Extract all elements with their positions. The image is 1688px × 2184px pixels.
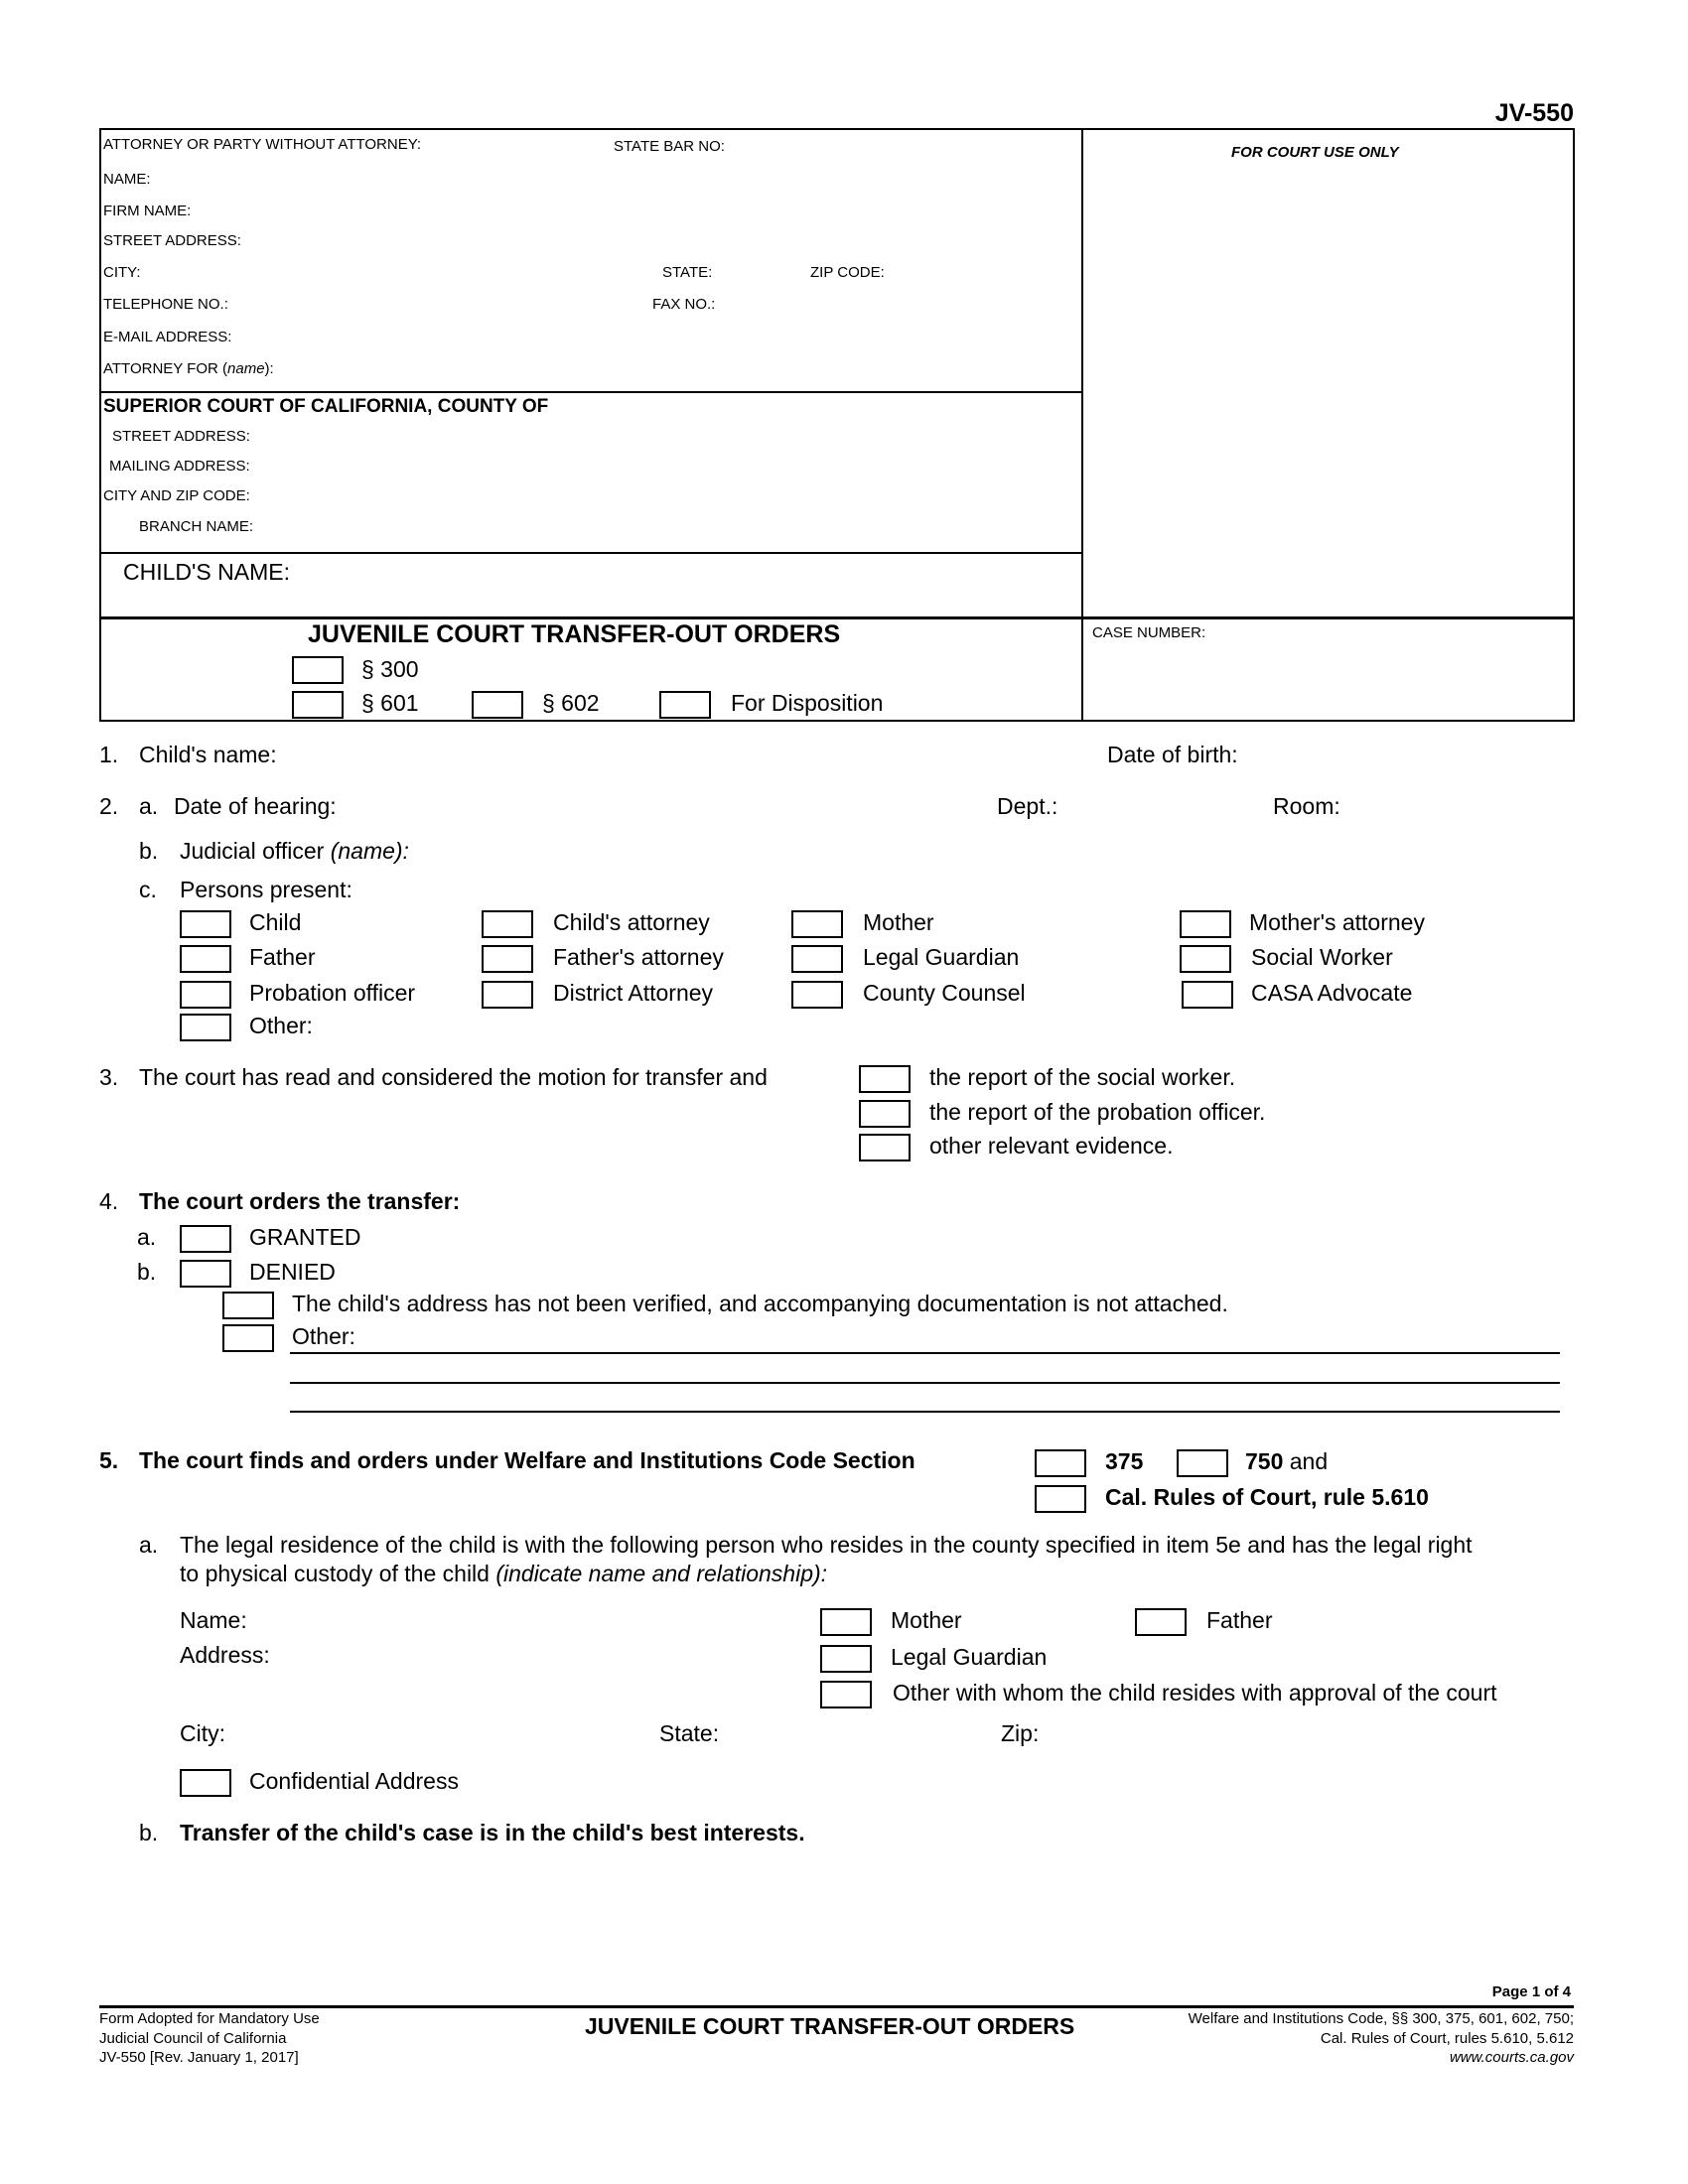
checkbox-res-father[interactable] [1135, 1608, 1187, 1636]
item5a-text2 [180, 1560, 827, 1587]
person-label: Father's attorney [553, 944, 724, 970]
checkbox-other-person[interactable] [180, 1014, 231, 1041]
person-label: Father [249, 944, 316, 970]
officer-name-hint: (name): [330, 838, 409, 864]
divider [99, 616, 1573, 619]
checkbox-375[interactable] [1035, 1449, 1086, 1477]
checkbox-legal-guardian[interactable] [791, 945, 843, 973]
divider [1081, 128, 1083, 720]
denied-other-label: Other: [292, 1323, 355, 1349]
officer-text: Judicial officer [180, 838, 331, 864]
item-number: 1. [99, 742, 119, 767]
and-text: and [1283, 1448, 1329, 1474]
checkbox-mother[interactable] [791, 910, 843, 938]
item-number: 5. [99, 1447, 119, 1473]
opt-601-label: § 601 [361, 690, 419, 716]
checkbox-probation-officer[interactable] [180, 981, 231, 1009]
residence-name-label: Name: [180, 1607, 247, 1633]
person-label: Child [249, 909, 302, 935]
sub-letter: c. [139, 877, 157, 902]
person-label: County Counsel [863, 980, 1026, 1006]
footer-right-line: Cal. Rules of Court, rules 5.610, 5.612 [1320, 2030, 1574, 2047]
res-father-label: Father [1206, 1607, 1273, 1633]
footer-rule [99, 2005, 1574, 2008]
court-use-label: FOR COURT USE ONLY [1231, 144, 1399, 161]
email-label: E-MAIL ADDRESS: [103, 329, 232, 345]
case-number-label: CASE NUMBER: [1092, 624, 1206, 641]
item5a-text2-main: to physical custody of the child [180, 1561, 496, 1586]
item-number: 3. [99, 1064, 119, 1090]
checkbox-probation-report[interactable] [859, 1100, 911, 1128]
footer-title: JUVENILE COURT TRANSFER-OUT ORDERS [585, 2013, 1075, 2039]
res-mother-label: Mother [891, 1607, 962, 1633]
divider [99, 552, 1082, 554]
other-input-line[interactable] [290, 1382, 1560, 1384]
checkbox-rule-5610[interactable] [1035, 1485, 1086, 1513]
item-number: 2. [99, 793, 119, 819]
attorney-for-name: name [227, 360, 265, 377]
judicial-officer-label [180, 837, 409, 865]
sub-letter: b. [139, 838, 159, 864]
item4-text: The court orders the transfer: [139, 1188, 461, 1214]
attorney-label: ATTORNEY OR PARTY WITHOUT ATTORNEY: [103, 136, 422, 153]
granted-label: GRANTED [249, 1224, 361, 1250]
persons-present-label: Persons present: [180, 877, 352, 902]
person-label: Probation officer [249, 980, 416, 1006]
checkbox-father[interactable] [180, 945, 231, 973]
other-input-line[interactable] [290, 1411, 1560, 1413]
sub-letter: b. [137, 1259, 157, 1285]
checkbox-casa-advocate[interactable] [1182, 981, 1233, 1009]
person-label: Social Worker [1251, 944, 1393, 970]
checkbox-confidential-address[interactable] [180, 1769, 231, 1797]
checkbox-county-counsel[interactable] [791, 981, 843, 1009]
phone-label: TELEPHONE NO.: [103, 296, 228, 313]
checkbox-social-worker[interactable] [1180, 945, 1231, 973]
residence-address-label: Address: [180, 1642, 270, 1668]
attorney-for-end: ): [264, 360, 274, 377]
opt-300-label: § 300 [361, 656, 419, 682]
state-bar-label: STATE BAR NO: [614, 138, 725, 155]
checkbox-res-guardian[interactable] [820, 1645, 872, 1673]
res-guardian-label: Legal Guardian [891, 1644, 1048, 1670]
item3-option: the report of the social worker. [929, 1064, 1236, 1090]
court-branch-label: BRANCH NAME: [139, 518, 254, 535]
sub-letter: a. [139, 793, 159, 819]
person-label: Child's attorney [553, 909, 710, 935]
res-state-label: State: [659, 1720, 720, 1746]
res-zip-label: Zip: [1001, 1720, 1040, 1746]
state-label: STATE: [662, 264, 713, 281]
court-city-label: CITY AND ZIP CODE: [103, 487, 250, 504]
item3-option: other relevant evidence. [929, 1133, 1174, 1159]
opt-disposition-label: For Disposition [731, 690, 884, 716]
checkbox-750[interactable] [1177, 1449, 1228, 1477]
checkbox-other-evidence[interactable] [859, 1134, 911, 1161]
page-number: Page 1 of 4 [1491, 1983, 1571, 2000]
confidential-address-label: Confidential Address [249, 1768, 459, 1794]
checkbox-address-not-verified[interactable] [222, 1292, 274, 1319]
attorney-for-text: ATTORNEY FOR ( [103, 360, 228, 377]
checkbox-social-worker-report[interactable] [859, 1065, 911, 1093]
s375-label: 375 [1105, 1448, 1144, 1474]
checkbox-mothers-attorney[interactable] [1180, 910, 1231, 938]
footer-left-line: Judicial Council of California [99, 2030, 287, 2047]
footer-website-link[interactable]: www.courts.ca.gov [1449, 2049, 1574, 2066]
dept-label: Dept.: [997, 793, 1058, 819]
child-name-label: CHILD'S NAME: [123, 559, 290, 585]
footer-left-line: JV-550 [Rev. January 1, 2017] [99, 2049, 299, 2066]
checkbox-300[interactable] [292, 656, 344, 684]
zip-label: ZIP CODE: [810, 264, 885, 281]
fax-label: FAX NO.: [652, 296, 716, 313]
checkbox-disposition[interactable] [659, 691, 711, 719]
court-label: SUPERIOR COURT OF CALIFORNIA, COUNTY OF [103, 396, 549, 417]
checkbox-res-mother[interactable] [820, 1608, 872, 1636]
child-name-field-label: Child's name: [139, 742, 277, 767]
person-label: Other: [249, 1013, 313, 1038]
street-label: STREET ADDRESS: [103, 232, 241, 249]
footer-left-line: Form Adopted for Mandatory Use [99, 2010, 320, 2027]
person-label: CASA Advocate [1251, 980, 1413, 1006]
sub-letter: b. [139, 1820, 159, 1845]
address-not-verified-label: The child's address has not been verified, and accompanying documentation is not attached. [292, 1291, 1228, 1316]
form-id: JV-550 [1494, 99, 1574, 127]
other-input-line[interactable] [290, 1352, 1560, 1354]
checkbox-denied-other[interactable] [222, 1324, 274, 1352]
s750-label: 750 [1245, 1448, 1284, 1474]
item5-text: The court finds and orders under Welfare and Institutions Code Section [139, 1447, 915, 1473]
person-label: District Attorney [553, 980, 714, 1006]
sub-letter: a. [139, 1532, 159, 1558]
city-label: CITY: [103, 264, 141, 281]
divider [99, 391, 1082, 393]
res-other-label: Other with whom the child resides with approval of the court [893, 1680, 1497, 1706]
sub-letter: a. [137, 1224, 157, 1250]
denied-label: DENIED [249, 1259, 336, 1285]
checkbox-res-other[interactable] [820, 1681, 872, 1708]
checkbox-granted[interactable] [180, 1225, 231, 1253]
checkbox-denied[interactable] [180, 1260, 231, 1288]
person-label: Legal Guardian [863, 944, 1020, 970]
firm-label: FIRM NAME: [103, 203, 192, 219]
checkbox-district-attorney[interactable] [482, 981, 533, 1009]
item3-option: the report of the probation officer. [929, 1099, 1266, 1125]
checkbox-602[interactable] [472, 691, 523, 719]
checkbox-child[interactable] [180, 910, 231, 938]
footer-right-line: Welfare and Institutions Code, §§ 300, 375, 601, 602, 750; [1188, 2010, 1574, 2027]
best-interests-text: Transfer of the child's case is in the child's best interests. [180, 1820, 805, 1845]
hearing-date-label: Date of hearing: [174, 793, 337, 819]
court-street-label: STREET ADDRESS: [112, 428, 250, 445]
item5a-text: The legal residence of the child is with the following person who resides in the county specified in item 5e and has the legal right [180, 1532, 1473, 1558]
person-label: Mother [863, 909, 934, 935]
opt-602-label: § 602 [542, 690, 600, 716]
attorney-for-label [103, 360, 274, 378]
court-mailing-label: MAILING ADDRESS: [109, 458, 250, 475]
room-label: Room: [1273, 793, 1340, 819]
res-city-label: City: [180, 1720, 225, 1746]
item3-text: The court has read and considered the motion for transfer and [139, 1064, 768, 1090]
rule-label: Cal. Rules of Court, rule 5.610 [1105, 1484, 1429, 1510]
form-title: JUVENILE COURT TRANSFER-OUT ORDERS [308, 620, 841, 648]
item-number: 4. [99, 1188, 119, 1214]
checkbox-fathers-attorney[interactable] [482, 945, 533, 973]
dob-label: Date of birth: [1107, 742, 1238, 767]
item5a-hint: (indicate name and relationship): [495, 1561, 828, 1586]
person-label: Mother's attorney [1249, 909, 1425, 935]
checkbox-childs-attorney[interactable] [482, 910, 533, 938]
checkbox-601[interactable] [292, 691, 344, 719]
name-label: NAME: [103, 171, 151, 188]
